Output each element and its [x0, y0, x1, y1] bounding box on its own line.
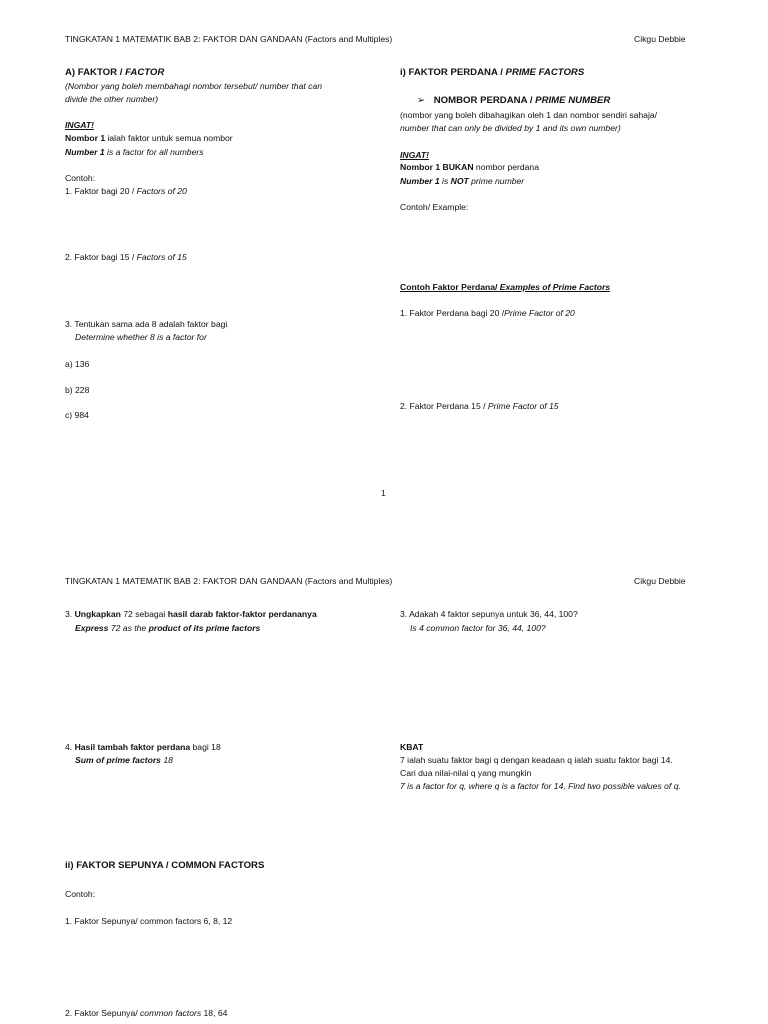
factor-question-3a: a) 136: [65, 359, 90, 369]
prime-question-1: [400, 307, 575, 320]
prime-factor-heading-ms: i) FAKTOR PERDANA /: [400, 67, 506, 78]
common-factors-heading: ii) FAKTOR SEPUNYA / COMMON FACTORS: [65, 860, 265, 871]
prime-number-sub-ms: NOMBOR PERDANA /: [433, 95, 536, 106]
arrow-bullet-icon: ➢: [417, 95, 426, 106]
factor-desc-line1: (Nombor yang boleh membahagi nombor tersebut/ number that can: [65, 81, 322, 91]
kbat-line-1: 7 ialah suatu faktor bagi q dengan keadaan q ialah suatu faktor bagi 14.: [400, 755, 673, 765]
factor-question-3-ms: 3. Tentukan sama ada 8 adalah faktor bagi: [65, 319, 228, 329]
common-example-1: 1. Faktor Sepunya/ common factors 6, 8, 12: [65, 916, 233, 926]
page1-header-title: TINGKATAN 1 MATEMATIK BAB 2: FAKTOR DAN GANDAAN (Factors and Multiples): [65, 34, 393, 44]
factor-rule-ms-rest: ialah faktor untuk semua nombor: [105, 133, 233, 143]
factor-q2-en: Factors of 15: [136, 252, 187, 262]
factor-rule-en-bold: Number 1: [65, 147, 105, 157]
prime-example-label: Contoh/ Example:: [400, 202, 469, 212]
prime-number-sub-en: PRIME NUMBER: [535, 95, 611, 106]
express-question-en: [75, 622, 260, 635]
kbat-line-3: 7 is a factor for q, where q is a factor for 14, Find two possible values of q.: [400, 781, 681, 791]
prime-desc-line2: number that can only be divided by 1 and its own number): [400, 123, 621, 133]
common-question-en: Is 4 common factor for 36, 44, 100?: [410, 623, 546, 633]
prime-examples-heading-en: Examples of Prime Factors: [499, 282, 611, 292]
common-example-label: Contoh:: [65, 889, 96, 899]
express-q-en-bold1: Express: [75, 623, 109, 633]
factor-desc-line2: divide the other number): [65, 94, 159, 104]
factor-q1-ms: 1. Faktor bagi 20 /: [65, 186, 137, 196]
prime-number-subheading: [417, 94, 610, 108]
prime-factor-heading: [400, 66, 584, 80]
common-ex2-en: common factors: [140, 1008, 202, 1018]
page1-header-author: Cikgu Debbie: [634, 34, 686, 44]
factor-rule-ms: [65, 132, 233, 145]
factor-heading-ms: A) FAKTOR /: [65, 67, 126, 78]
factor-rule-ms-bold: Nombor 1: [65, 133, 106, 143]
express-question-ms: [65, 608, 317, 621]
prime-rule-ms-rest: nombor perdana: [473, 162, 539, 172]
prime-rule-en-bold1: Number 1: [400, 176, 440, 186]
prime-rule-en: [400, 175, 524, 188]
factor-question-1: [65, 185, 187, 198]
prime-factor-heading-en: PRIME FACTORS: [505, 67, 585, 78]
page-number: 1: [381, 488, 386, 498]
factor-heading-en: FACTOR: [125, 67, 165, 78]
express-q-en-mid: 72 as the: [108, 623, 149, 633]
prime-desc-line1: (nombor yang boleh dibahagikan oleh 1 dan nombor sendiri sahaja/: [400, 110, 658, 120]
prime-examples-heading-ms: Contoh Faktor Perdana/: [400, 282, 500, 292]
page2-header-author: Cikgu Debbie: [634, 576, 686, 586]
factor-rule-en: [65, 146, 204, 159]
factor-q2-ms: 2. Faktor bagi 15 /: [65, 252, 137, 262]
factor-remember: INGAT!: [65, 120, 94, 130]
prime-q1-en: Prime Factor of 20: [504, 308, 575, 318]
prime-rule-en-mid: is: [439, 176, 451, 186]
prime-rule-en-rest: prime number: [468, 176, 525, 186]
express-q-prefix: 3.: [65, 609, 75, 619]
sum-q-bold: Hasil tambah faktor perdana: [74, 742, 191, 752]
sum-question-en: [75, 754, 173, 767]
common-ex2-ms: 2. Faktor Sepunya/: [65, 1008, 140, 1018]
sum-q-rest: bagi 18: [190, 742, 221, 752]
prime-question-2: [400, 400, 559, 413]
express-q-bold2: hasil darab faktor-faktor perdananya: [167, 609, 317, 619]
page2-header-title: TINGKATAN 1 MATEMATIK BAB 2: FAKTOR DAN GANDAAN (Factors and Multiples): [65, 576, 393, 586]
sum-q-en-bold: Sum of prime factors: [75, 755, 161, 765]
sum-question-ms: [65, 741, 221, 754]
prime-q1-ms: 1. Faktor Perdana bagi 20 /: [400, 308, 505, 318]
factor-question-3b: b) 228: [65, 385, 90, 395]
prime-rule-ms: [400, 161, 539, 174]
prime-rule-ms-bold: Nombor 1 BUKAN: [400, 162, 474, 172]
prime-rule-en-bold2: NOT: [450, 176, 469, 186]
sum-q-en-rest: 18: [160, 755, 173, 765]
factor-rule-en-rest: is a factor for all numbers: [104, 147, 204, 157]
prime-examples-heading: [400, 281, 610, 294]
common-example-2: [65, 1007, 227, 1020]
factor-question-3c: c) 984: [65, 410, 89, 420]
express-q-bold1: Ungkapkan: [74, 609, 121, 619]
sum-q-prefix: 4.: [65, 742, 75, 752]
prime-q2-en: Prime Factor of 15: [487, 401, 559, 411]
factor-q1-en: Factors of 20: [136, 186, 187, 196]
common-ex2-rest: 18, 64: [201, 1008, 228, 1018]
kbat-line-2: Cari dua nilai-nilai q yang mungkin: [400, 768, 532, 778]
express-q-en-bold2: product of its prime factors: [148, 623, 261, 633]
factor-example-label: Contoh:: [65, 173, 96, 183]
prime-remember: INGAT!: [400, 150, 429, 160]
common-question-ms: 3. Adakah 4 faktor sepunya untuk 36, 44, 100?: [400, 609, 578, 619]
factor-question-2: [65, 251, 187, 264]
factor-heading: [65, 66, 164, 80]
prime-q2-ms: 2. Faktor Perdana 15 /: [400, 401, 488, 411]
factor-question-3-en: Determine whether 8 is a factor for: [75, 332, 207, 342]
kbat-label: KBAT: [400, 742, 424, 752]
express-q-mid: 72 sebagai: [120, 609, 168, 619]
